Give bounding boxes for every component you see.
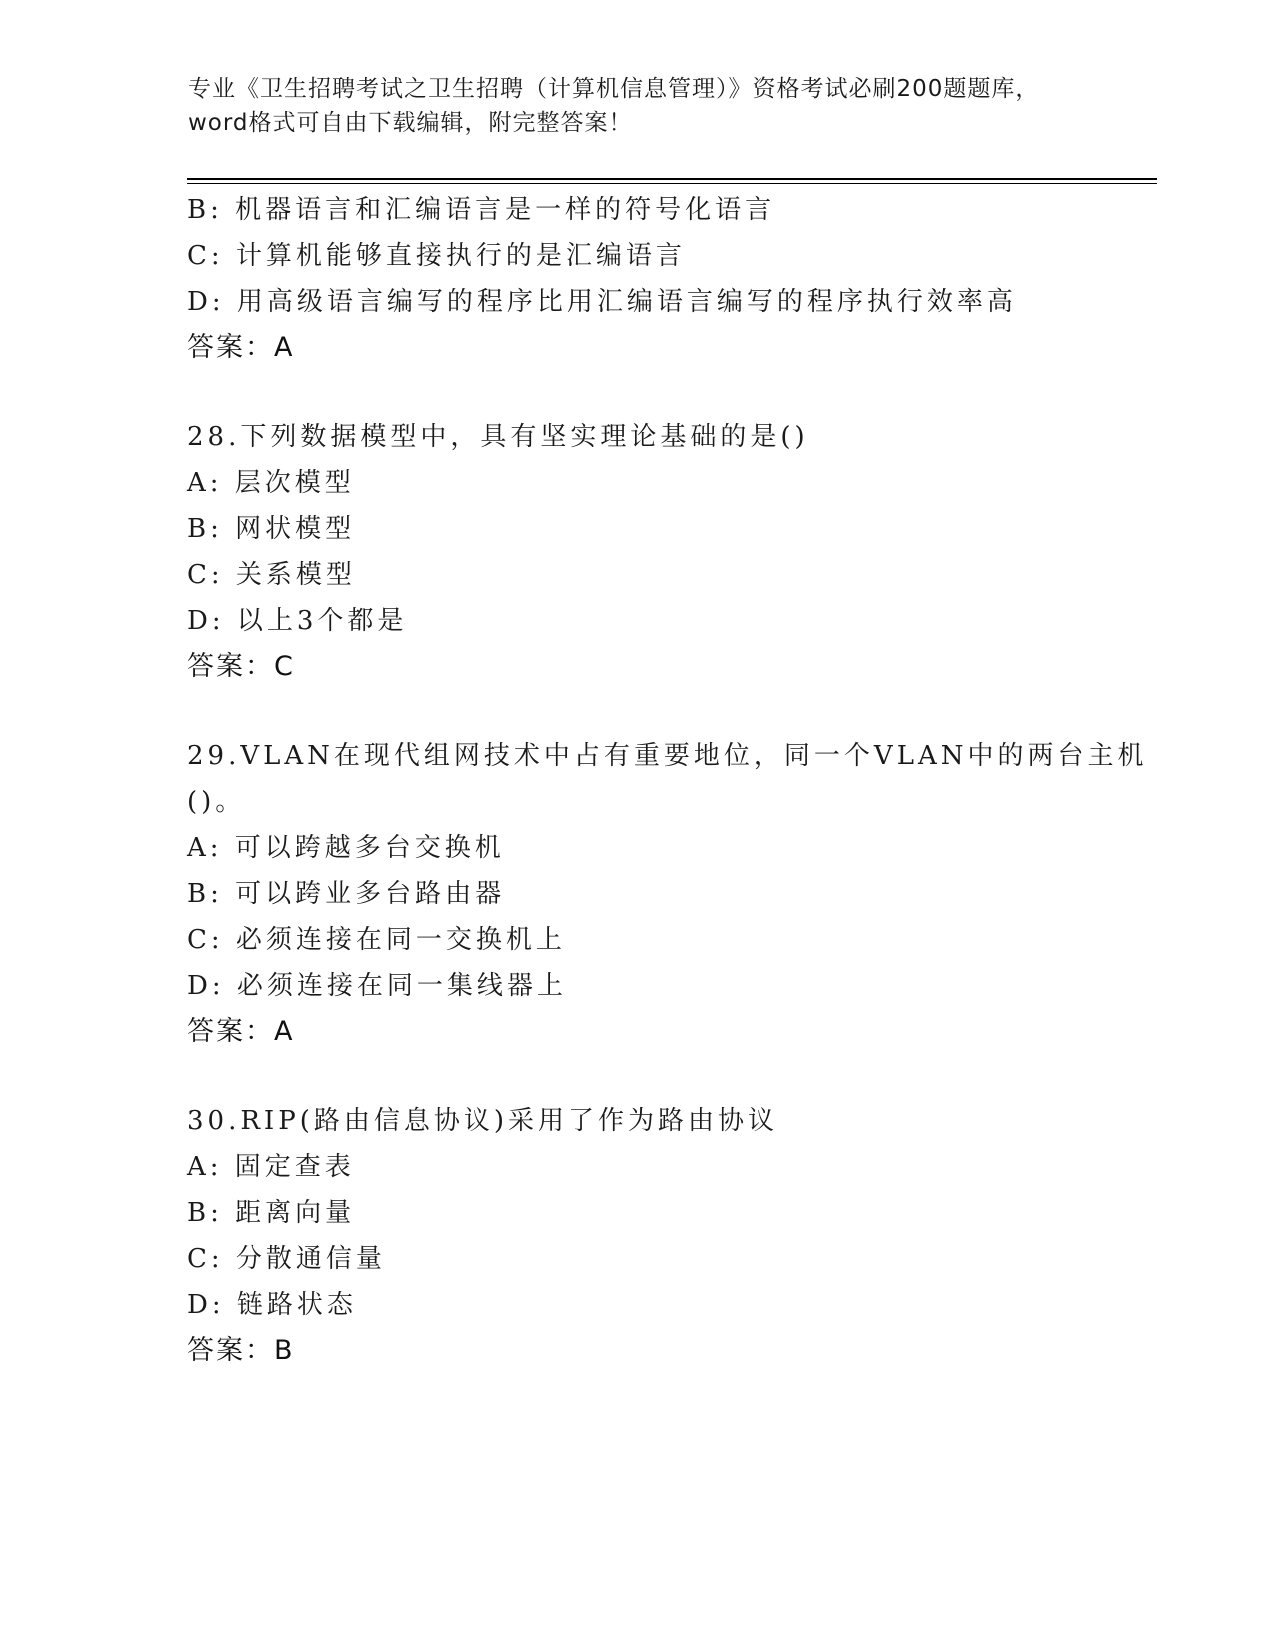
block-spacer (187, 690, 1147, 733)
question-block-29 (187, 733, 1147, 1055)
option-line: B: 网状模型 (187, 514, 356, 544)
question-block-27 (187, 187, 1147, 371)
option-line: A: 固定查表 (187, 1152, 355, 1182)
option-line: A: 可以跨越多台交换机 (187, 833, 505, 863)
answer-line: 答案：A (187, 332, 295, 363)
header-divider-thin (187, 183, 1157, 184)
answer-line: 答案：A (187, 1016, 295, 1047)
answer-line: 答案：B (187, 1335, 295, 1366)
question-content (187, 187, 1147, 1374)
option-line: C: 计算机能够直接执行的是汇编语言 (187, 241, 686, 271)
question-stem: 29.VLAN在现代组网技术中占有重要地位，同一个VLAN中的两台主机 (187, 741, 1148, 771)
option-line: C: 分散通信量 (187, 1244, 386, 1274)
option-line: D: 用高级语言编写的程序比用汇编语言编写的程序执行效率高 (187, 287, 1017, 317)
option-line: D: 以上3个都是 (187, 606, 408, 636)
block-spacer (187, 371, 1147, 414)
header-line-2: word格式可自由下载编辑，附完整答案！ (188, 110, 633, 136)
option-line: D: 必须连接在同一集线器上 (187, 971, 567, 1001)
option-line: B: 距离向量 (187, 1198, 356, 1228)
option-line: A: 层次模型 (187, 468, 355, 498)
question-block-30 (187, 1098, 1147, 1374)
option-line: C: 关系模型 (187, 560, 356, 590)
question-stem: 30.RIP(路由信息协议)采用了作为路由协议 (187, 1106, 778, 1136)
option-line: B: 机器语言和汇编语言是一样的符号化语言 (187, 195, 776, 225)
answer-line: 答案：C (187, 651, 295, 682)
question-stem-continued: ()。 (187, 787, 246, 817)
option-line: C: 必须连接在同一交换机上 (187, 925, 566, 955)
option-line: B: 可以跨业多台路由器 (187, 879, 506, 909)
option-line: D: 链路状态 (187, 1290, 357, 1320)
document-header (188, 72, 1088, 140)
block-spacer (187, 1055, 1147, 1098)
question-block-28 (187, 414, 1147, 690)
header-divider-thick (187, 178, 1157, 180)
question-stem: 28.下列数据模型中，具有坚实理论基础的是() (187, 422, 809, 452)
header-line-1: 专业《卫生招聘考试之卫生招聘（计算机信息管理）》资格考试必刷200题题库， (188, 76, 1040, 102)
